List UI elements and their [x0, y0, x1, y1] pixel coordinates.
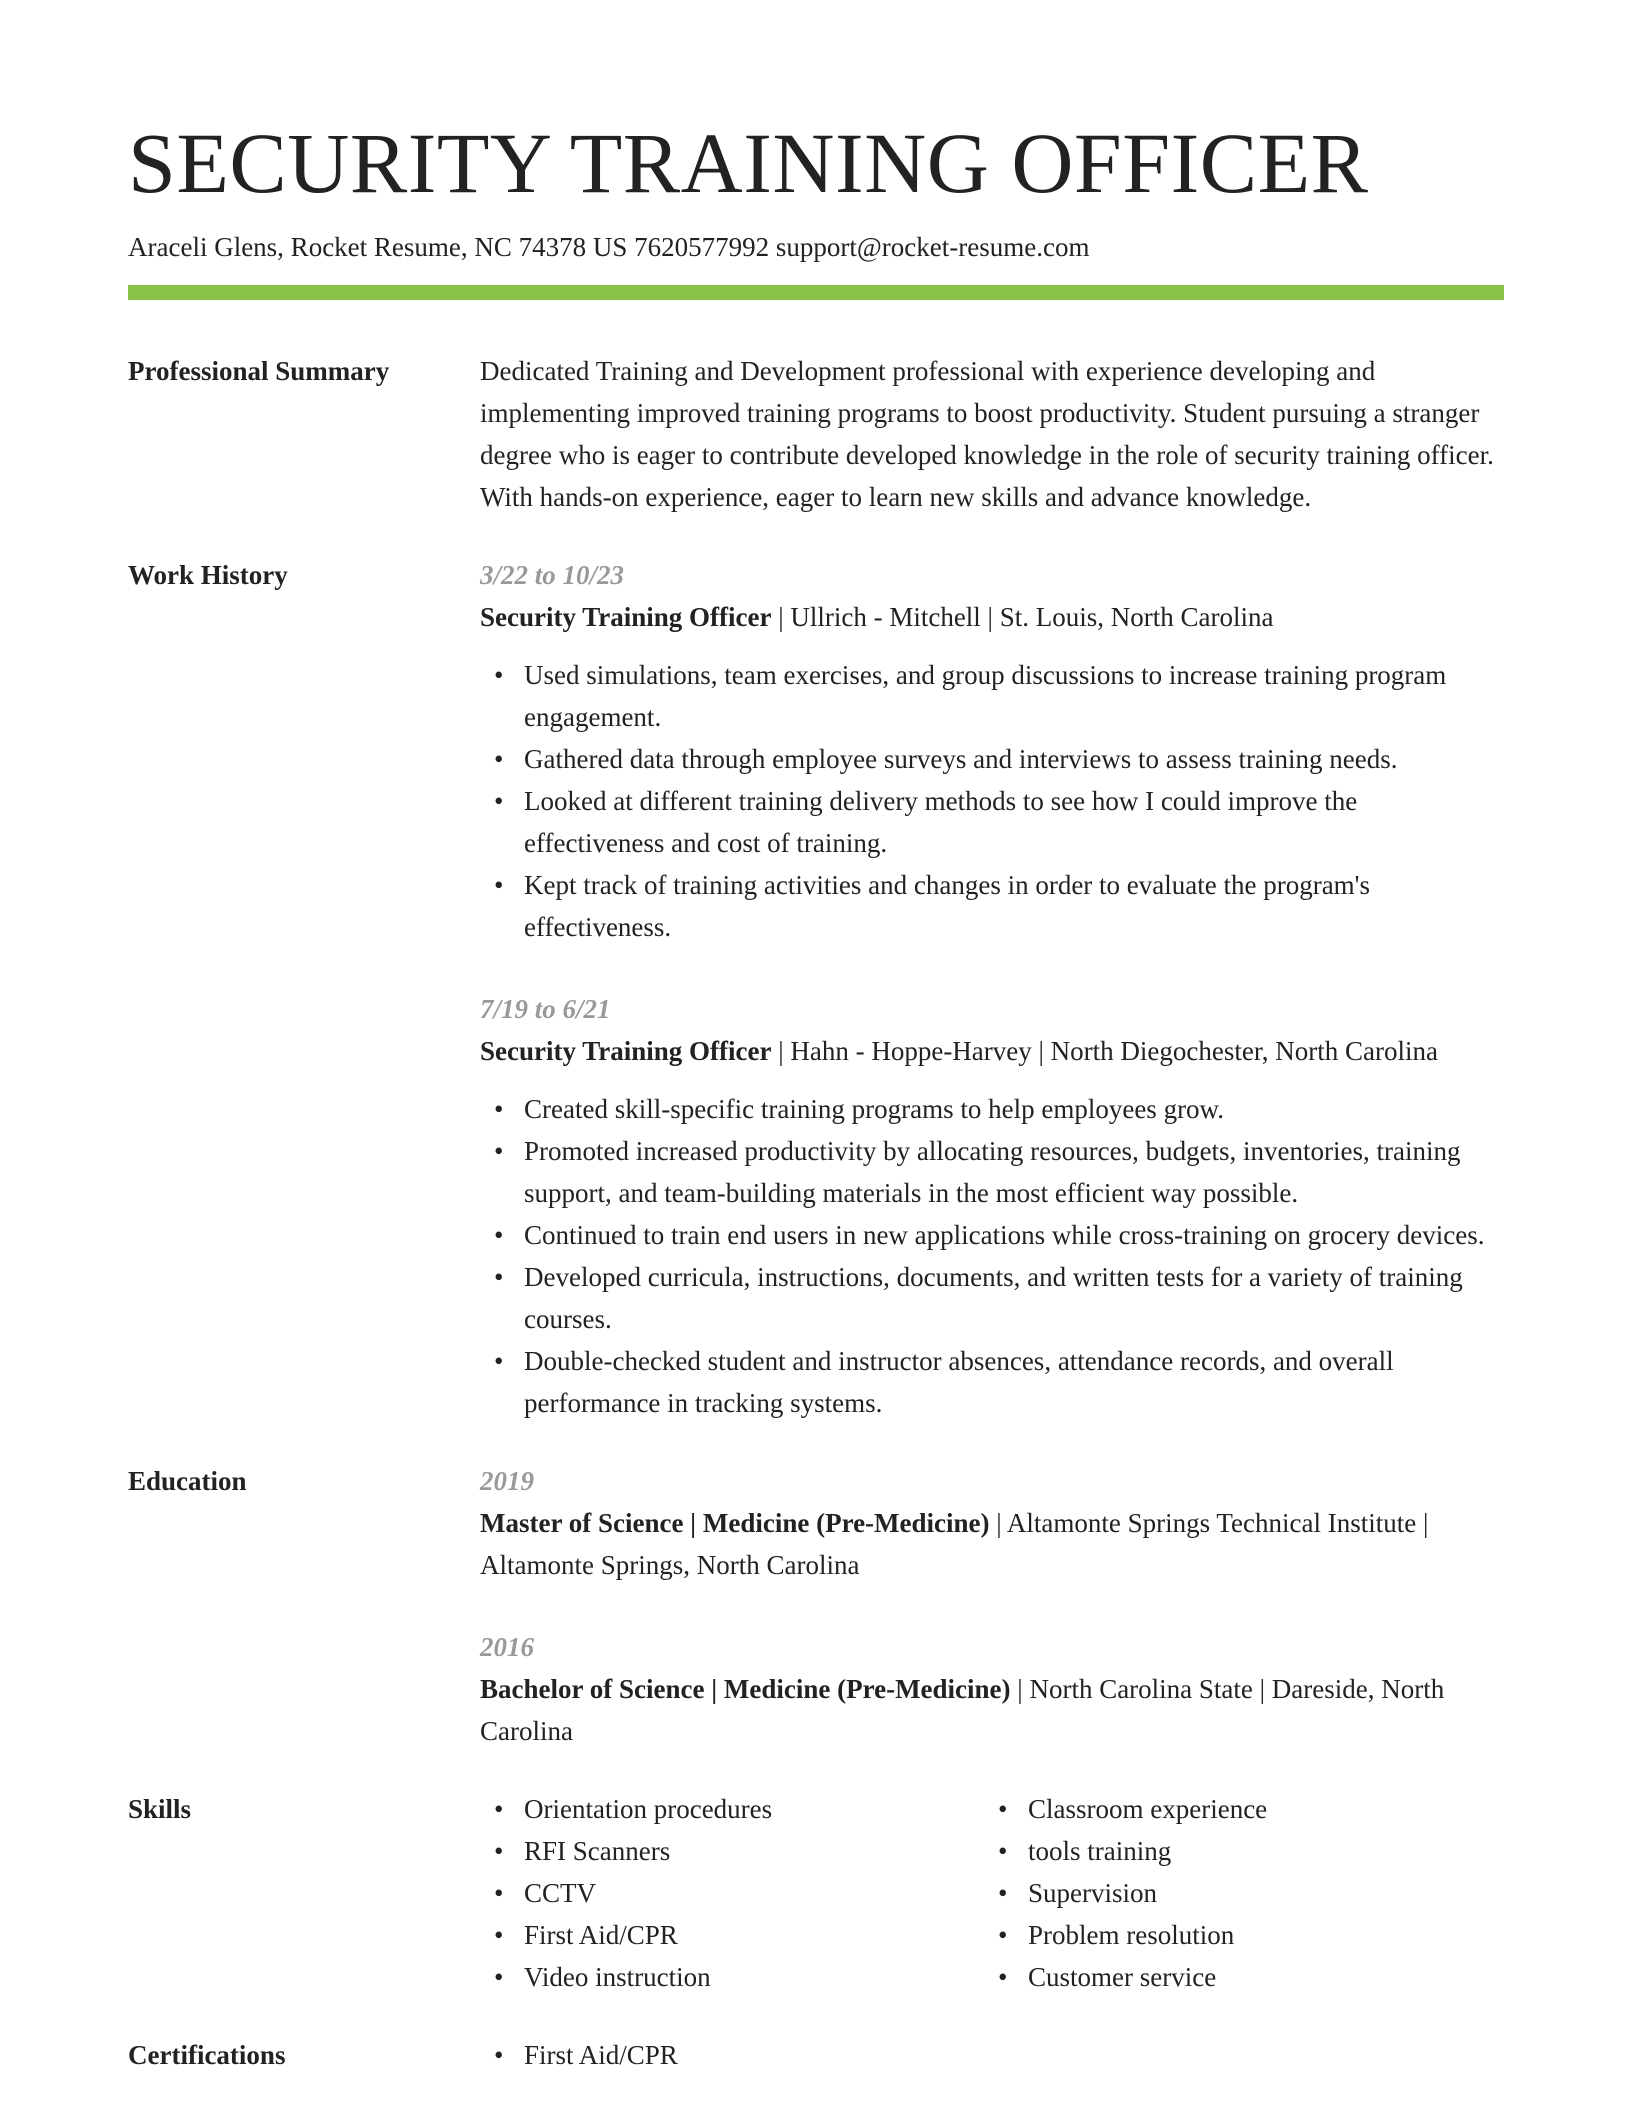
degree-year: 2019 — [480, 1466, 534, 1497]
skill-item — [480, 1788, 984, 1830]
bullet-icon: • — [494, 660, 504, 691]
certifications-heading: Certifications — [128, 2040, 286, 2071]
bullet-text: Developed curricula, instructions, documents, and written tests for a variety of training courses. — [524, 1262, 1463, 1335]
bullet-icon: • — [494, 1094, 504, 1125]
skill-item — [984, 1914, 1488, 1956]
skills-heading: Skills — [128, 1794, 192, 1825]
degree-title: Master of Science | Medicine (Pre-Medicine) — [480, 1508, 990, 1539]
resume-title: SECURITY TRAINING OFFICER — [128, 115, 1369, 211]
job-bullets — [480, 654, 1504, 948]
skill-item — [480, 1872, 984, 1914]
job-employer-location: | Ullrich - Mitchell | St. Louis, North Carolina — [771, 602, 1274, 633]
bullet-icon: • — [494, 1346, 504, 1377]
certifications-section — [128, 2034, 1504, 2076]
job-bullet — [480, 1340, 1504, 1424]
skill-text: CCTV — [524, 1878, 597, 1909]
bullet-text: Double-checked student and instructor absences, attendance records, and overall performance in tracking systems. — [524, 1346, 1394, 1419]
degree-entry — [480, 1626, 1504, 1752]
skill-text: Video instruction — [524, 1962, 711, 1993]
bullet-icon: • — [494, 1836, 504, 1867]
skill-item — [480, 1956, 984, 1998]
job-bullet — [480, 1130, 1504, 1214]
skills-column-left — [480, 1788, 984, 1998]
work-history-heading: Work History — [128, 560, 288, 591]
job-employer-location: | Hahn - Hoppe-Harvey | North Diegochester, North Carolina — [771, 1036, 1438, 1067]
skill-text: First Aid/CPR — [524, 1920, 678, 1951]
certifications-list — [480, 2034, 1504, 2076]
bullet-icon: • — [998, 1920, 1008, 1951]
bullet-icon: • — [494, 1136, 504, 1167]
bullet-text: Promoted increased productivity by allocating resources, budgets, inventories, training support, and team-building materials in the most efficient way possible. — [524, 1136, 1461, 1209]
job-bullet — [480, 864, 1504, 948]
skill-text: Supervision — [1028, 1878, 1158, 1909]
accent-divider — [128, 285, 1504, 300]
skills-list — [480, 1788, 984, 1998]
bullet-text: Created skill-specific training programs to help employees grow. — [524, 1094, 1225, 1125]
bullet-text: Gathered data through employee surveys and interviews to assess training needs. — [524, 744, 1398, 775]
skill-item — [984, 1788, 1488, 1830]
job-bullets — [480, 1088, 1504, 1424]
bullet-icon: • — [494, 786, 504, 817]
bullet-icon: • — [494, 1962, 504, 1993]
bullet-icon: • — [494, 1920, 504, 1951]
bullet-icon: • — [494, 1262, 504, 1293]
degree-year: 2016 — [480, 1632, 534, 1663]
work-history-body — [480, 554, 1504, 1424]
skill-text: RFI Scanners — [524, 1836, 671, 1867]
job-bullet — [480, 1214, 1504, 1256]
skill-item — [984, 1872, 1488, 1914]
job-entry — [480, 988, 1504, 1424]
job-heading — [480, 1030, 1504, 1072]
degree-school-location: | North Carolina State | Dareside, North Carolina — [480, 1674, 1445, 1747]
skill-item — [480, 1830, 984, 1872]
education-heading: Education — [128, 1466, 247, 1497]
skills-column-right — [984, 1788, 1488, 1998]
summary-text: Dedicated Training and Development professional with experience developing and implementing improved training programs to boost productivity. Student pursuing a stranger degree who is eager to contribute developed knowledge in the role of security training officer. With hands-on experience, eager to learn new skills and advance knowledge. — [480, 356, 1494, 513]
skill-text: Orientation procedures — [524, 1794, 773, 1825]
job-bullet — [480, 738, 1504, 780]
job-dates: 3/22 to 10/23 — [480, 560, 625, 591]
job-bullet — [480, 1256, 1504, 1340]
resume-page — [128, 115, 1504, 2076]
certification-text: First Aid/CPR — [524, 2040, 678, 2071]
bullet-icon: • — [494, 744, 504, 775]
degree-school-location: | Altamonte Springs Technical Institute | Altamonte Springs, North Carolina — [480, 1508, 1429, 1581]
skills-grid — [480, 1788, 1504, 1998]
skill-text: Classroom experience — [1028, 1794, 1268, 1825]
bullet-icon: • — [494, 1878, 504, 1909]
job-title: Security Training Officer — [480, 1036, 772, 1067]
bullet-icon: • — [998, 1962, 1008, 1993]
job-bullet — [480, 654, 1504, 738]
bullet-icon: • — [494, 1794, 504, 1825]
skill-item — [984, 1830, 1488, 1872]
job-bullet — [480, 780, 1504, 864]
summary-heading: Professional Summary — [128, 356, 390, 387]
skill-text: tools training — [1028, 1836, 1172, 1867]
bullet-icon: • — [998, 1878, 1008, 1909]
degree-heading — [480, 1668, 1504, 1752]
bullet-text: Kept track of training activities and changes in order to evaluate the program's effectiveness. — [524, 870, 1371, 943]
bullet-text: Looked at different training delivery methods to see how I could improve the effectiveness and cost of training. — [524, 786, 1358, 859]
bullet-text: Used simulations, team exercises, and group discussions to increase training program engagement. — [524, 660, 1447, 733]
bullet-text: Continued to train end users in new applications while cross-training on grocery devices. — [524, 1220, 1485, 1251]
skills-section — [128, 1788, 1504, 1998]
degree-title: Bachelor of Science | Medicine (Pre-Medicine) — [480, 1674, 1011, 1705]
education-body — [480, 1460, 1504, 1752]
education-section — [128, 1460, 1504, 1752]
summary-section — [128, 350, 1504, 518]
job-entry — [480, 554, 1504, 948]
job-bullet — [480, 1088, 1504, 1130]
bullet-icon: • — [998, 1836, 1008, 1867]
skill-item — [984, 1956, 1488, 1998]
certifications-body — [480, 2034, 1504, 2076]
skill-text: Customer service — [1028, 1962, 1217, 1993]
job-title: Security Training Officer — [480, 602, 772, 633]
contact-line: Araceli Glens, Rocket Resume, NC 74378 US 7620577992 support@rocket-resume.com — [128, 232, 1090, 262]
work-history-section — [128, 554, 1504, 1424]
bullet-icon: • — [494, 870, 504, 901]
skills-list — [984, 1788, 1488, 1998]
degree-heading — [480, 1502, 1504, 1586]
degree-entry — [480, 1460, 1504, 1586]
job-heading — [480, 596, 1504, 638]
skill-item — [480, 1914, 984, 1956]
bullet-icon: • — [998, 1794, 1008, 1825]
bullet-icon: • — [494, 2040, 504, 2071]
skill-text: Problem resolution — [1028, 1920, 1235, 1951]
bullet-icon: • — [494, 1220, 504, 1251]
job-dates: 7/19 to 6/21 — [480, 994, 611, 1025]
certification-item — [480, 2034, 1504, 2076]
